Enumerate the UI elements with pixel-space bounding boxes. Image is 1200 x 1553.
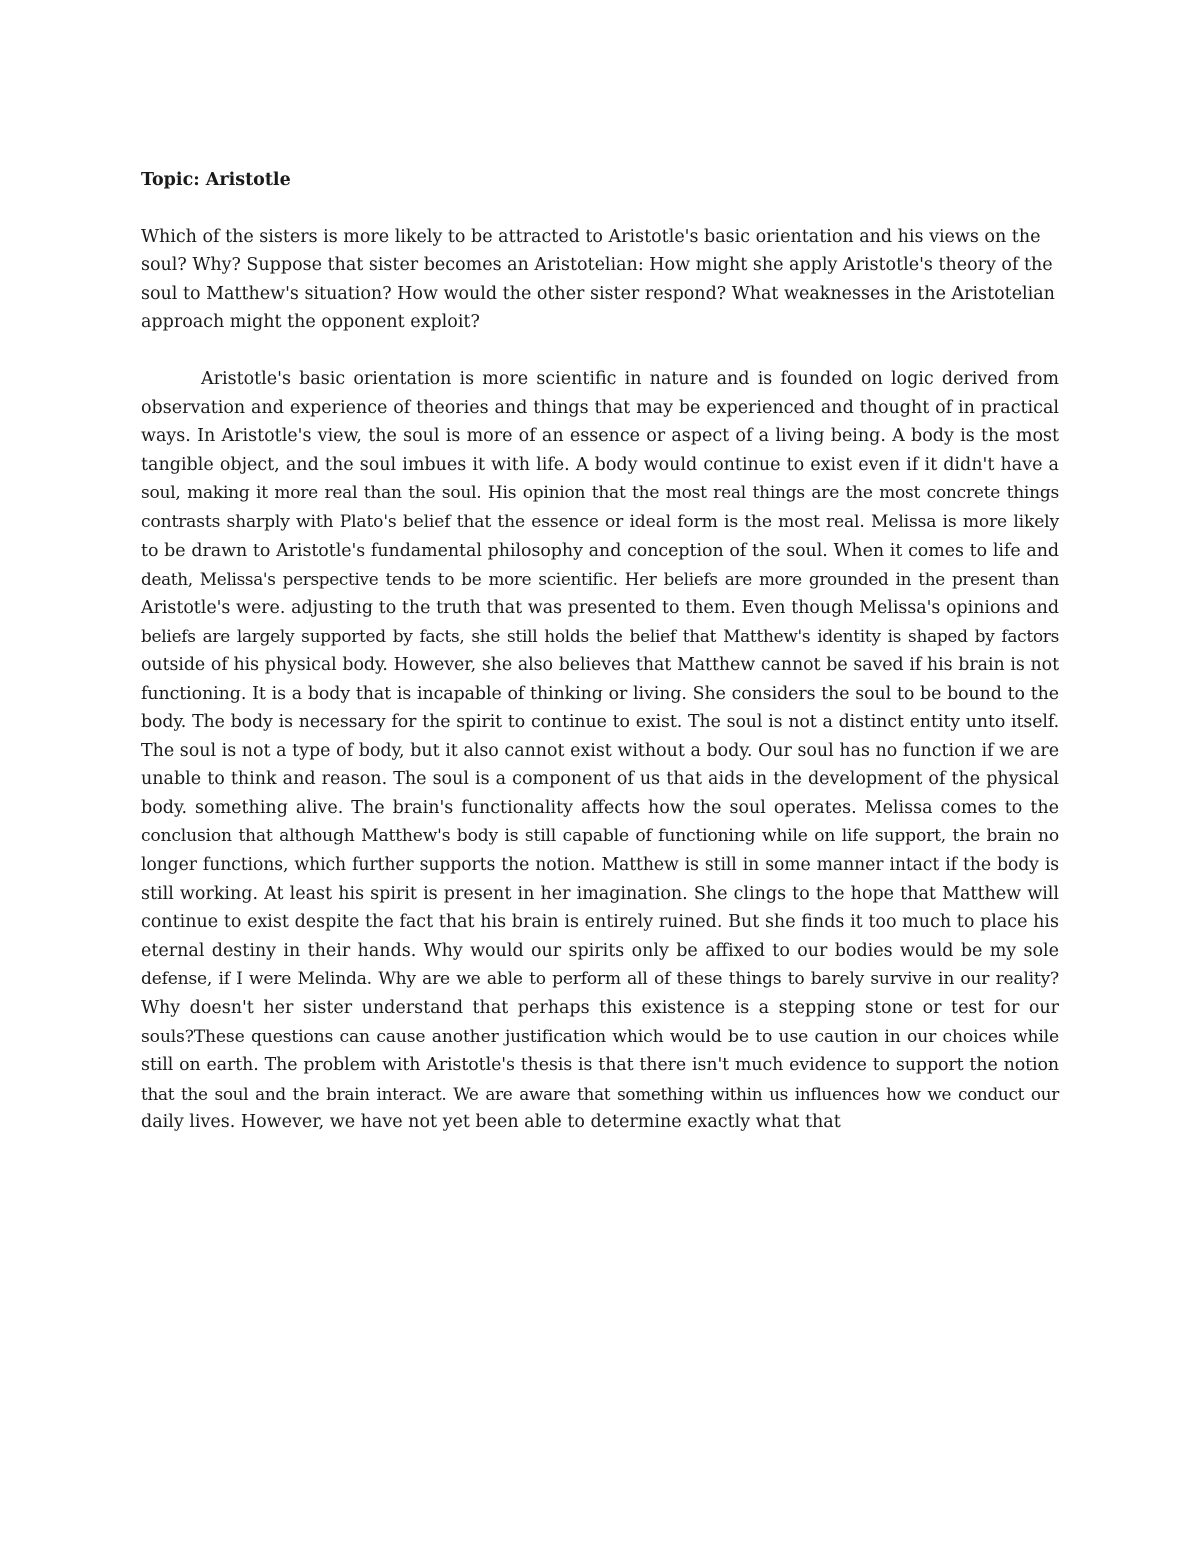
answer-line: souls?These questions can cause another justification which would be to use caution in our choices while	[141, 1026, 1059, 1047]
answer-line: death, Melissa's perspective tends to be more scientific. Her beliefs are more grounded in the present than	[141, 569, 1059, 590]
answer-line: tangible object, and the soul imbues it with life. A body would continue to exist even if it didn't have a	[141, 454, 1059, 475]
answer-line: conclusion that although Matthew's body is still capable of functioning while on life support, the brain no	[141, 826, 1059, 847]
answer-line: eternal destiny in their hands. Why would our spirits only be affixed to our bodies would be my sole	[141, 940, 1059, 961]
answer-line: functioning. It is a body that is incapable of thinking or living. She considers the soul to be bound to the	[141, 683, 1059, 704]
answer-line: daily lives. However, we have not yet been able to determine exactly what that	[141, 1112, 841, 1133]
answer-line: to be drawn to Aristotle's fundamental philosophy and conception of the soul. When it comes to life and	[141, 540, 1059, 561]
answer-line: beliefs are largely supported by facts, she still holds the belief that Matthew's identity is shaped by factors	[141, 626, 1059, 647]
answer-line: unable to think and reason. The soul is a component of us that aids in the development of the physical	[141, 769, 1059, 790]
answer-line: outside of his physical body. However, she also believes that Matthew cannot be saved if his brain is not	[141, 654, 1059, 675]
question-line: soul? Why? Suppose that sister becomes an Aristotelian: How might she apply Aristotle's theory of the	[141, 255, 1053, 276]
document-title: Topic: Aristotle	[141, 170, 291, 190]
document-content	[141, 166, 1059, 1137]
answer-line: defense, if I were Melinda. Why are we able to perform all of these things to barely survive in our reality?	[141, 969, 1059, 990]
answer-line: longer functions, which further supports the notion. Matthew is still in some manner intact if the body is	[141, 855, 1059, 876]
answer-line: Aristotle's basic orientation is more scientific in nature and is founded on logic derived from	[201, 368, 1059, 389]
answer-line: body. The body is necessary for the spirit to continue to exist. The soul is not a distinct entity unto itself.	[141, 712, 1059, 733]
answer-line: still working. At least his spirit is present in her imagination. She clings to the hope that Matthew will	[141, 883, 1059, 904]
answer-line: soul, making it more real than the soul. His opinion that the most real things are the most concrete things	[141, 483, 1059, 504]
answer-line: contrasts sharply with Plato's belief that the essence or ideal form is the most real. Melissa is more likely	[141, 511, 1059, 532]
answer-line: continue to exist despite the fact that his brain is entirely ruined. But she finds it too much to place his	[141, 912, 1059, 933]
question-line: approach might the opponent exploit?	[141, 312, 480, 333]
answer-line: The soul is not a type of body, but it also cannot exist without a body. Our soul has no function if we are	[141, 740, 1059, 761]
answer-line: still on earth. The problem with Aristotle's thesis is that there isn't much evidence to support the notion	[141, 1055, 1059, 1076]
question-line: soul to Matthew's situation? How would the other sister respond? What weaknesses in the Aristotelian	[141, 283, 1055, 304]
answer-line: body. something alive. The brain's functionality affects how the soul operates. Melissa comes to the	[141, 797, 1059, 818]
answer-line: ways. In Aristotle's view, the soul is more of an essence or aspect of a living being. A body is the most	[141, 426, 1059, 447]
answer-line: that the soul and the brain interact. We are aware that something within us influences how we conduct our	[141, 1083, 1059, 1104]
answer-line: Aristotle's were. adjusting to the truth that was presented to them. Even though Melissa's opinions and	[141, 597, 1059, 618]
answer-paragraph	[141, 365, 1059, 1137]
answer-line: observation and experience of theories and things that may be experienced and thought of in practical	[141, 397, 1059, 418]
question-line: Which of the sisters is more likely to be attracted to Aristotle's basic orientation and his views on the	[141, 226, 1041, 247]
answer-line: Why doesn't her sister understand that perhaps this existence is a stepping stone or test for our	[141, 998, 1059, 1019]
question-paragraph	[141, 223, 1059, 337]
